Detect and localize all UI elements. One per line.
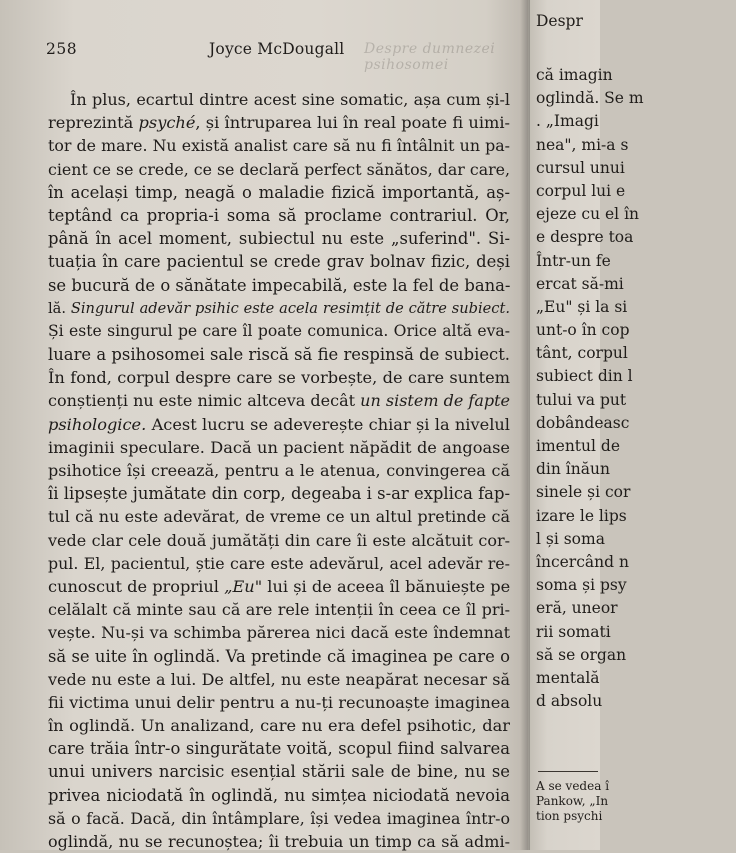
text-line xyxy=(48,714,510,737)
right-text-line: sinele și cor xyxy=(536,483,631,502)
italic-text: „Eu" xyxy=(224,576,263,596)
text-line xyxy=(48,459,510,482)
text-segment: tor de mare. Nu există analist care să nu fi întâlnit un pa- xyxy=(48,136,510,156)
text-line xyxy=(48,366,510,389)
text-segment: cunoscut de propriul xyxy=(48,576,225,596)
text-segment: conștienți nu este nimic altceva decât xyxy=(48,391,361,411)
text-line xyxy=(48,575,510,598)
text-line xyxy=(48,181,510,204)
text-segment: cient ce se crede, ce se declară perfect sănătos, dar care, xyxy=(48,159,511,179)
text-segment: În plus, ecartul dintre acest sine somatic, așa cum și-l xyxy=(70,90,510,109)
right-text-line: ejeze cu el în xyxy=(536,205,640,224)
text-segment: Și este singurul pe care îl poate comunica. Orice altă eva- xyxy=(48,321,510,340)
text-line xyxy=(48,227,510,250)
text-line xyxy=(48,389,510,412)
text-segment: în același timp, neagă o maladie fizică importantă, aș- xyxy=(48,182,510,202)
text-segment: Acest lucru se adeverește chiar și la nivelul xyxy=(146,414,510,434)
text-line xyxy=(48,668,510,691)
text-segment: unui univers narcisic esențial stării sale de bine, nu se xyxy=(48,762,510,782)
right-text-line: eră, uneor xyxy=(536,599,618,618)
text-line xyxy=(48,784,510,807)
text-segment: luare a psihosomei sale riscă să fie respinsă de subiect. xyxy=(48,345,510,365)
right-text-line: d absolu xyxy=(536,692,603,711)
right-page xyxy=(530,0,644,850)
right-text-line: unt-o în cop xyxy=(536,321,630,340)
right-text-line: imentul de xyxy=(536,437,621,455)
italic-text: psihologice. xyxy=(48,414,147,434)
page-number: 258 xyxy=(46,40,78,58)
text-line xyxy=(48,158,510,181)
right-text-line: oglindă. Se m xyxy=(536,89,644,108)
right-text-line: dobândeasc xyxy=(536,413,630,432)
text-segment: vede clar cele două jumătăți din care îi este alcătuit cor- xyxy=(48,530,510,550)
text-line xyxy=(48,436,510,459)
footnote-line: tion psychi xyxy=(536,809,603,823)
text-line xyxy=(48,88,510,111)
text-segment: fii victima unui delir pentru a nu-ți recunoaște imaginea xyxy=(48,692,510,712)
text-line xyxy=(48,830,510,853)
text-segment: îi lipsește jumătate din corp, degeaba i s-ar explica fap- xyxy=(48,484,510,504)
right-text-line: soma și psy xyxy=(536,576,627,595)
footnote-rule xyxy=(538,771,598,772)
right-text-line: că imagin xyxy=(536,66,613,84)
text-segment: oglindă, nu se recunoștea; îi trebuia un timp ca să admi- xyxy=(48,832,510,851)
page-header xyxy=(46,40,500,73)
right-page-text xyxy=(536,64,736,713)
text-segment: până în acel moment, subiectul nu este „suferind". Si- xyxy=(48,229,510,249)
body-text xyxy=(48,88,510,853)
text-segment: care trăia într-o singurătate voită, scopul fiind salvarea xyxy=(48,739,510,759)
text-line xyxy=(48,413,510,436)
text-segment: psihotice își creează, pentru a le atenua, convingerea că xyxy=(48,461,510,480)
text-segment: tul că nu este adevărat, de vreme ce un altul pretinde că xyxy=(48,507,510,527)
text-line xyxy=(48,297,510,320)
right-text-line: din înăun xyxy=(536,460,610,479)
right-text-line: să se organ xyxy=(536,645,627,664)
text-segment: în oglindă. Un analizand, care nu era defel psihotic, dar xyxy=(48,716,510,736)
text-line xyxy=(48,807,510,830)
right-text-line: tânt, corpul xyxy=(536,344,628,363)
text-line xyxy=(48,760,510,783)
text-line xyxy=(48,505,510,528)
text-line xyxy=(48,621,510,644)
right-text-line: încercând n xyxy=(536,552,629,571)
text-segment: celălalt că minte sau că are rele intenții în ceea ce îl pri- xyxy=(48,600,510,620)
right-text-line: ercat să-mi xyxy=(536,274,624,293)
right-page-footnotes xyxy=(536,779,736,824)
text-line xyxy=(48,134,510,157)
italic-text: Singurul adevăr psihic este acela resimțit de către subiect. xyxy=(70,299,510,317)
text-line xyxy=(48,274,510,297)
italic-text: un sistem de fapte xyxy=(360,391,510,411)
text-segment: să o facă. Dacă, din întâmplare, își vedea imaginea într-o xyxy=(48,808,510,828)
right-text-line: e despre toa xyxy=(536,228,634,247)
running-head-author: Joyce McDougall xyxy=(209,40,345,58)
bleed-through-text: Despre dumnezei psihosomei xyxy=(364,41,496,73)
text-line xyxy=(48,482,510,505)
footnote-line: Pankow, „In xyxy=(536,794,609,808)
right-text-line: mentală xyxy=(536,668,600,687)
right-text-line: Într-un fe xyxy=(536,251,611,270)
text-line xyxy=(48,645,510,668)
right-text-line: izare le lips xyxy=(536,506,627,525)
text-segment: lă. xyxy=(48,299,71,317)
text-line xyxy=(48,529,510,552)
text-segment: , și întruparea lui în real poate fi uimi- xyxy=(195,113,510,133)
right-running-head: Despr xyxy=(536,12,583,30)
text-segment: imaginii speculare. Dacă un pacient năpădit de angoase xyxy=(48,437,510,457)
footnote-line: A se vedea î xyxy=(536,779,610,793)
right-text-line: tului va put xyxy=(536,390,627,409)
text-line xyxy=(48,343,510,366)
right-text-line: corpul lui e xyxy=(536,181,626,200)
text-segment: se bucură de o sănătate impecabilă, este la fel de bana- xyxy=(48,275,511,295)
text-segment: să se uite în oglindă. Va pretinde că imaginea pe care o xyxy=(48,646,510,666)
right-text-line: . „Imagi xyxy=(536,112,599,131)
text-line xyxy=(48,737,510,760)
text-line xyxy=(48,691,510,714)
text-line xyxy=(48,598,510,621)
right-text-line: cursul unui xyxy=(536,158,625,177)
text-line xyxy=(48,204,510,227)
text-line xyxy=(48,250,510,273)
text-segment: privea niciodată în oglindă, nu simțea niciodată nevoia xyxy=(48,785,510,805)
text-line xyxy=(48,320,510,343)
right-text-line: l și soma xyxy=(536,529,605,548)
italic-text: psyché xyxy=(138,113,196,133)
text-line xyxy=(48,552,510,575)
right-text-line: rii somati xyxy=(536,622,611,641)
text-line xyxy=(48,111,510,134)
text-segment: tuația în care pacientul se crede grav bolnav fizic, deși xyxy=(48,252,510,272)
right-text-line: „Eu" și la si xyxy=(536,297,628,316)
text-segment: reprezintă xyxy=(48,113,139,133)
text-segment: În fond, corpul despre care se vorbește, de care suntem xyxy=(48,368,510,388)
right-text-line: subiect din l xyxy=(536,367,633,386)
text-segment: vește. Nu-și va schimba părerea nici dacă este îndemnat xyxy=(48,623,510,643)
right-text-line: nea", mi-a s xyxy=(536,135,629,154)
text-segment: teptând ca propria-i soma să proclame contrariul. Or, xyxy=(48,205,510,225)
text-segment: lui și de aceea îl bănuiește pe xyxy=(262,576,511,596)
text-segment: vede nu este a lui. De altfel, nu este neapărat necesar să xyxy=(48,669,510,689)
text-segment: pul. El, pacientul, știe care este adevărul, acel adevăr re- xyxy=(48,553,510,573)
